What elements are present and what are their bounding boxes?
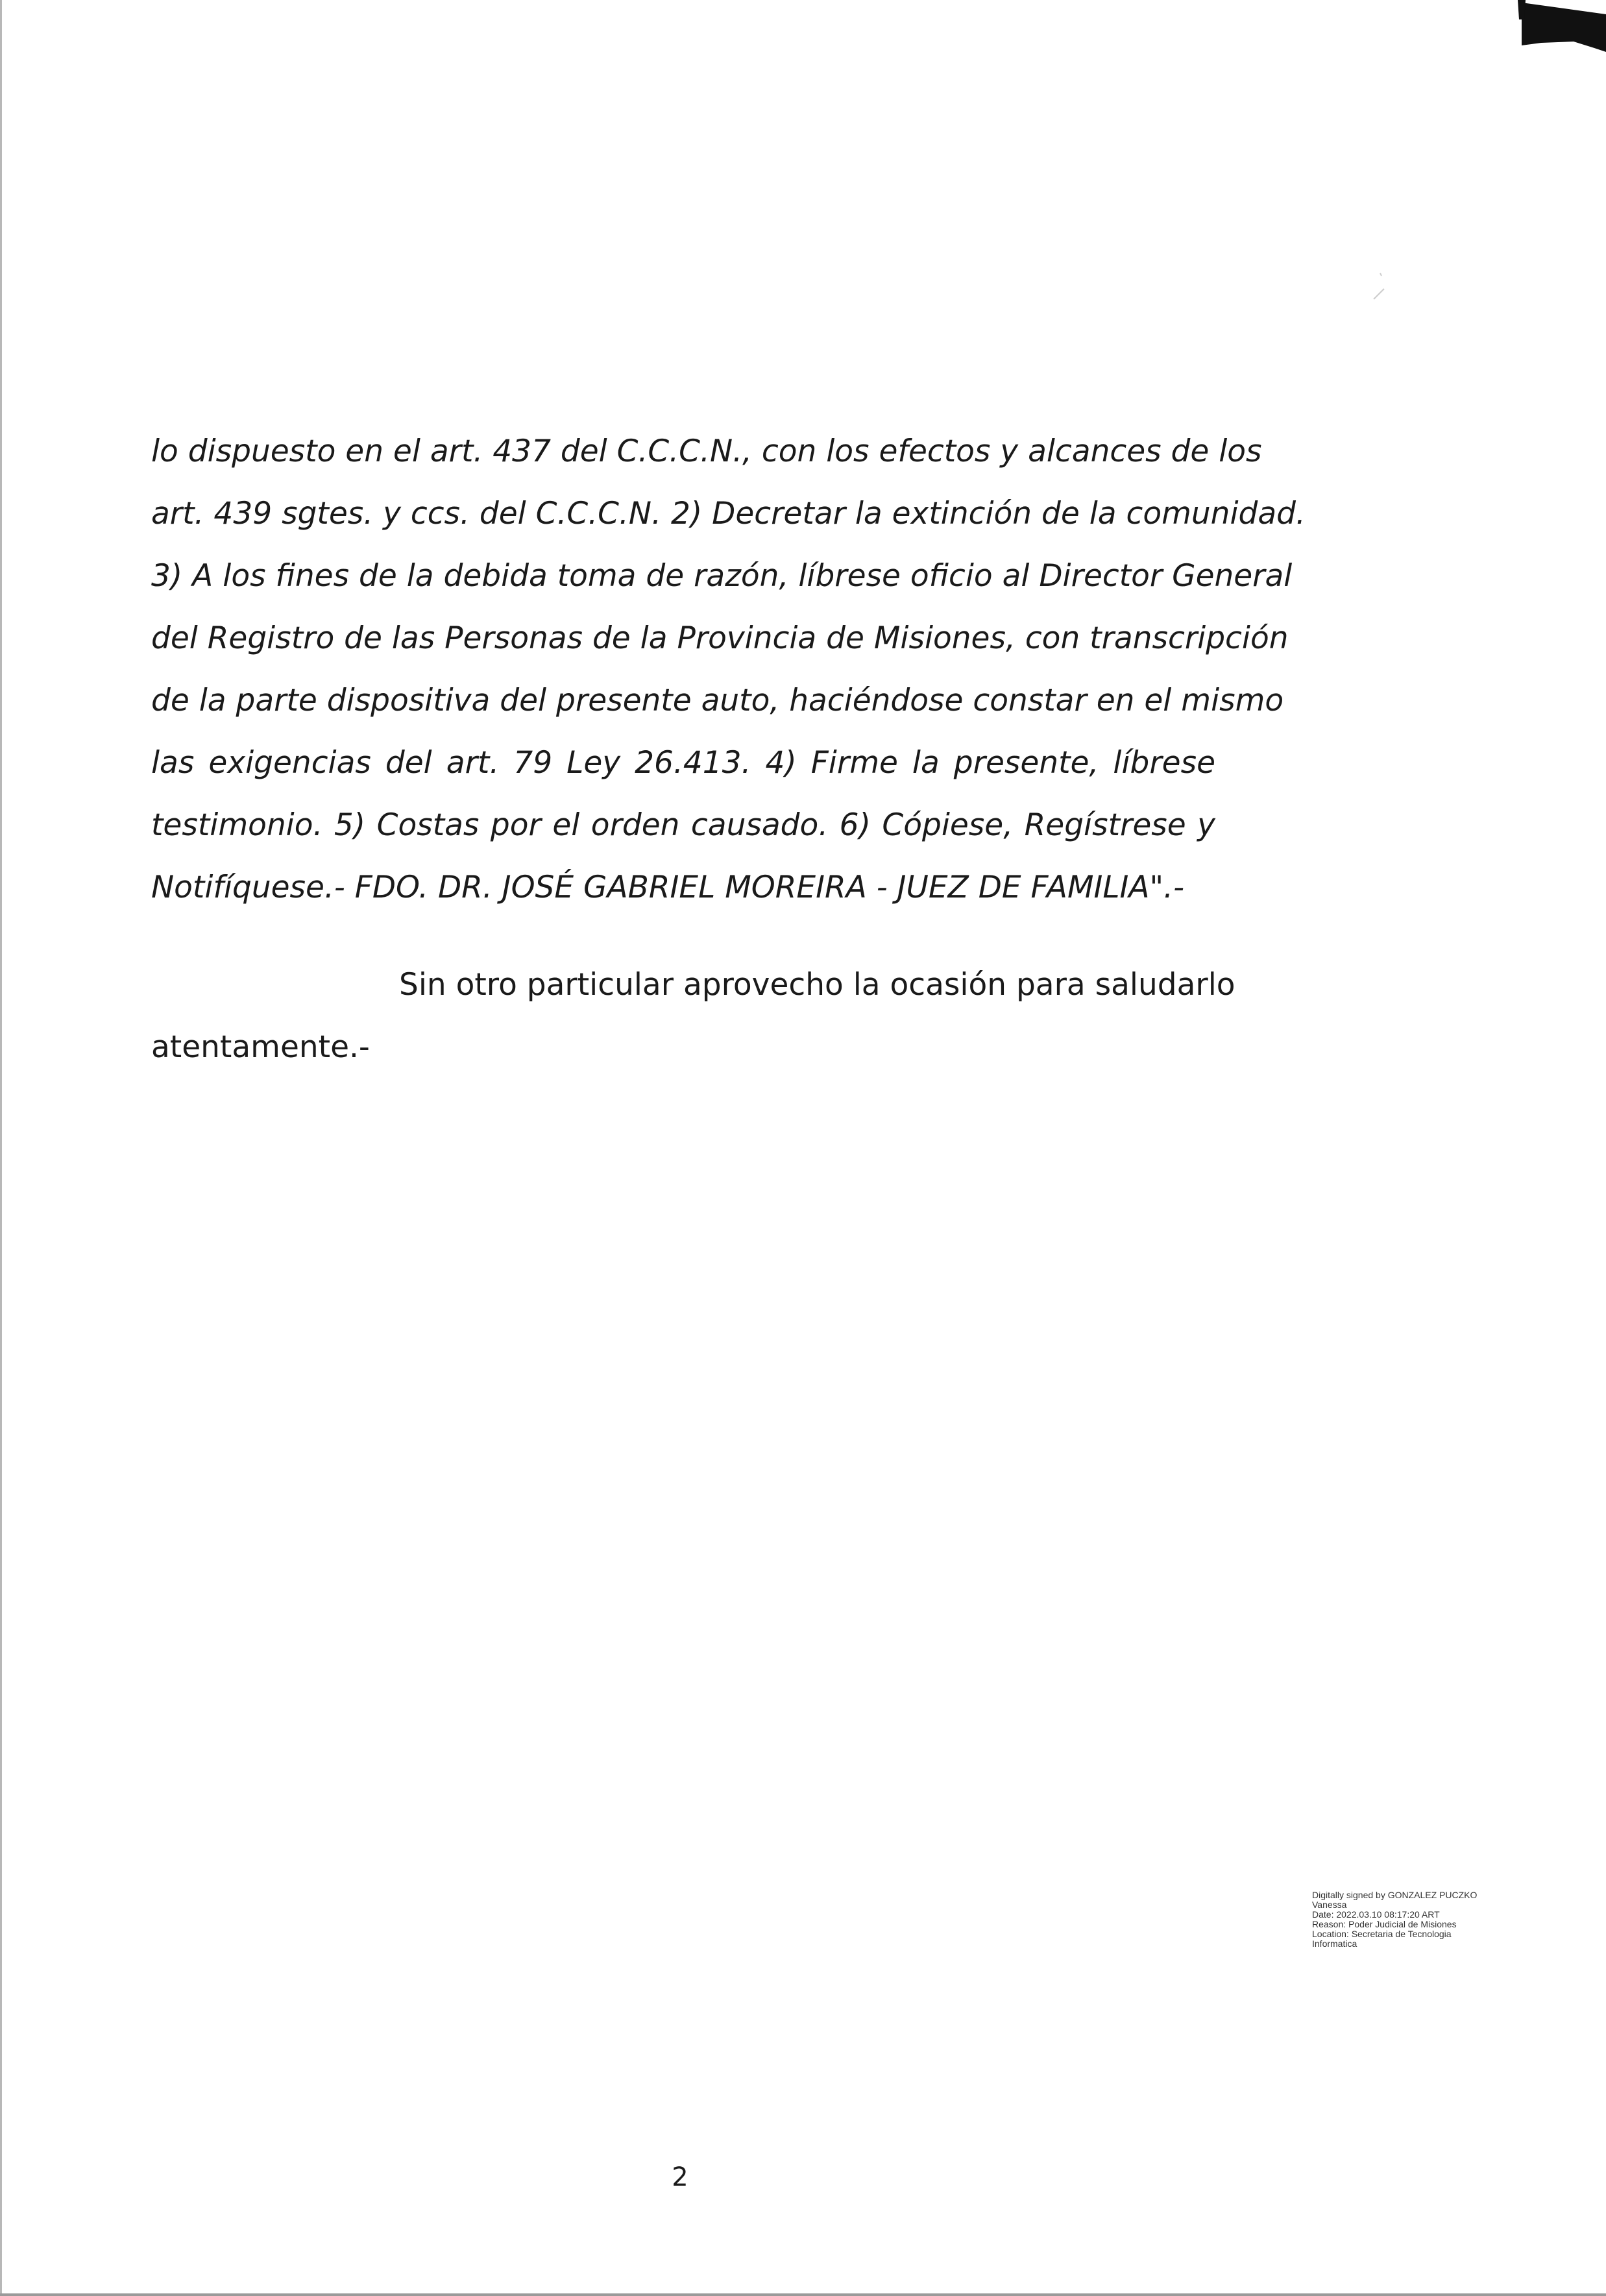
- body-line-2: art. 439 sgtes. y ccs. del C.C.C.N. 2) Decretar la extinción de la comunidad.: [151, 496, 1306, 531]
- closing-line-2: atentamente.-: [151, 1029, 370, 1065]
- signature-line-2: Vanessa: [1312, 1899, 1347, 1910]
- body-line-5: de la parte dispositiva del presente auto, haciéndose constar en el mismo: [151, 683, 1284, 718]
- signature-line-5: Location: Secretaria de Tecnologia: [1312, 1929, 1452, 1939]
- body-line-7: testimonio. 5) Costas por el orden causado. 6) Cópiese, Regístrese y: [151, 807, 1215, 843]
- signature-line-1: Digitally signed by GONZALEZ PUCZKO: [1312, 1890, 1478, 1900]
- scan-corner-mark: [1496, 0, 1606, 52]
- signature-line-3: Date: 2022.03.10 08:17:20 ART: [1312, 1909, 1440, 1920]
- body-line-1: lo dispuesto en el art. 437 del C.C.C.N., con los efectos y alcances de los: [151, 434, 1262, 469]
- signature-line-6: Informatica: [1312, 1938, 1357, 1949]
- page-number: 2: [672, 2162, 688, 2192]
- body-line-8: Notifíquese.- FDO. DR. JOSÉ GABRIEL MOREIRA - JUEZ DE FAMILIA".-: [151, 870, 1185, 905]
- digital-signature-block: [1312, 1890, 1533, 1949]
- body-line-4: del Registro de las Personas de la Provincia de Misiones, con transcripción: [151, 620, 1289, 656]
- body-line-6: las exigencias del art. 79 Ley 26.413. 4) Firme la presente, líbrese: [151, 745, 1215, 781]
- body-line-3: 3) A los fines de la debida toma de razón, líbrese oficio al Director General: [151, 558, 1293, 594]
- scan-speck: [1366, 269, 1392, 308]
- signature-line-4: Reason: Poder Judicial de Misiones: [1312, 1919, 1457, 1929]
- closing-line-1: Sin otro particular aprovecho la ocasión para saludarlo: [399, 967, 1235, 1003]
- body-paragraph: [151, 421, 1306, 919]
- scan-left-edge: [0, 0, 2, 2296]
- scan-bottom-edge: [0, 2293, 1606, 2296]
